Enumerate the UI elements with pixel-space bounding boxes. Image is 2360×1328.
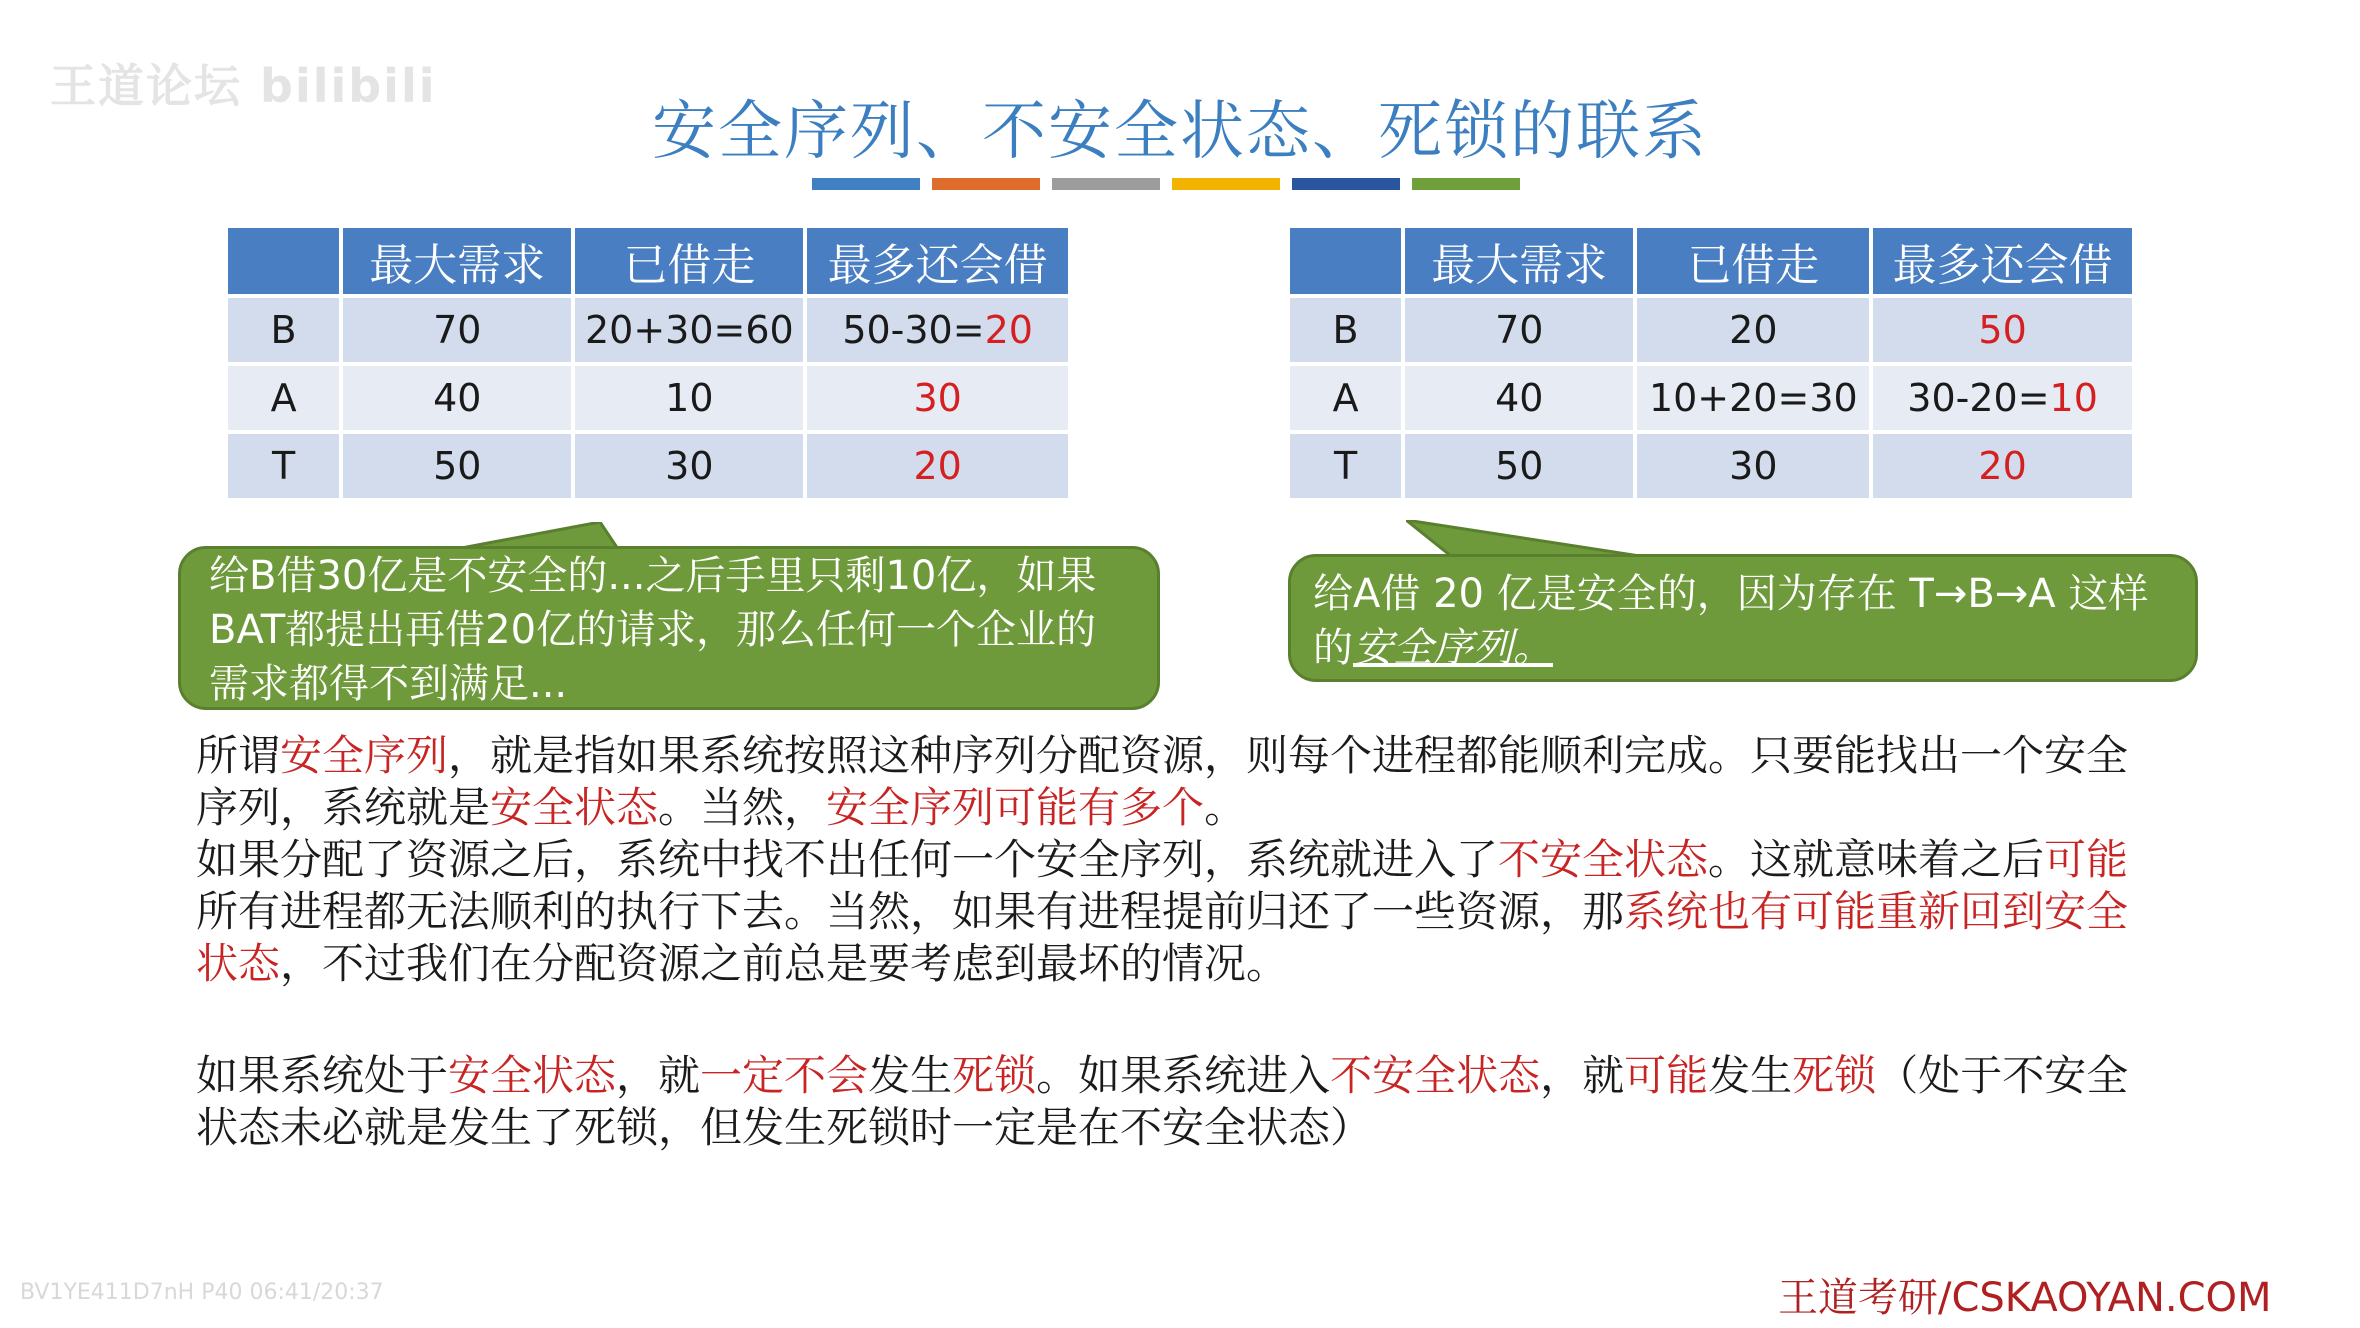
paragraph-deadlock bbox=[196, 1050, 2166, 1154]
color-bar-segment bbox=[1292, 178, 1400, 190]
borrowed: 10 bbox=[573, 364, 805, 432]
table-row bbox=[1288, 296, 2134, 364]
max-demand: 50 bbox=[341, 432, 573, 500]
header-cell: 已借走 bbox=[1635, 226, 1871, 296]
color-bar-segment bbox=[932, 178, 1040, 190]
process-name: T bbox=[226, 432, 341, 500]
highlight: 死锁 bbox=[952, 1051, 1037, 1100]
highlight: 不安全状态 bbox=[1330, 1051, 1541, 1100]
highlight: 可能 bbox=[1624, 1051, 1709, 1100]
bubble-right-text: 给A借 20 亿是安全的，因为存在 T→B→A 这样的 bbox=[1313, 571, 2149, 671]
process-name: A bbox=[1288, 364, 1403, 432]
more-need bbox=[1871, 432, 2134, 500]
highlight: 安全序列 bbox=[280, 731, 449, 780]
color-bar-segment bbox=[1412, 178, 1520, 190]
table-left bbox=[224, 224, 1072, 502]
text: 所谓 bbox=[196, 731, 281, 780]
color-bar-segment bbox=[1052, 178, 1160, 190]
text: （处于不安全状态未必就是发生了死锁，但发生死锁时一定是在不安全状态） bbox=[196, 1051, 2129, 1152]
table-row bbox=[1288, 364, 2134, 432]
more-need-formula: 50-30= bbox=[842, 308, 985, 352]
text: 发生 bbox=[868, 1051, 953, 1100]
highlight: 可能 bbox=[2044, 835, 2129, 884]
max-demand: 40 bbox=[341, 364, 573, 432]
highlight: 系统也有可能重新回到安全状态 bbox=[196, 887, 2129, 988]
more-need-formula: 30-20= bbox=[1907, 376, 2050, 420]
table-header-row bbox=[226, 226, 1070, 296]
borrowed: 20+30=60 bbox=[573, 296, 805, 364]
header-cell: 最多还会借 bbox=[1871, 226, 2134, 296]
text: 如果分配了资源之后，系统中找不出任何一个安全序列，系统就进入了 bbox=[196, 835, 1499, 884]
process-name: A bbox=[226, 364, 341, 432]
watermark: 王道论坛 bilibili bbox=[50, 59, 437, 113]
borrowed: 10+20=30 bbox=[1635, 364, 1871, 432]
max-demand: 70 bbox=[341, 296, 573, 364]
more-need-value: 10 bbox=[2049, 376, 2098, 420]
more-need bbox=[805, 296, 1070, 364]
table-row bbox=[226, 364, 1070, 432]
highlight: 不安全状态 bbox=[1498, 835, 1709, 884]
borrowed: 20 bbox=[1635, 296, 1871, 364]
bubble-left-text: 给B借30亿是不安全的...之后手里只剩10亿，如果BAT都提出再借20亿的请求，那么任何一个企业的需求都得不到满足... bbox=[209, 553, 1097, 707]
more-need-value: 30 bbox=[913, 376, 962, 420]
table-row bbox=[226, 296, 1070, 364]
more-need bbox=[805, 364, 1070, 432]
table-header-row bbox=[1288, 226, 2134, 296]
process-name: B bbox=[1288, 296, 1403, 364]
text: ，不过我们在分配资源之前总是要考虑到最坏的情况。 bbox=[280, 939, 1289, 988]
more-need bbox=[805, 432, 1070, 500]
text: 如果系统处于 bbox=[196, 1051, 449, 1100]
text: 。当然， bbox=[658, 783, 827, 832]
more-need-value: 50 bbox=[1978, 308, 2027, 352]
text: 。 bbox=[1204, 783, 1247, 832]
video-info: BV1YE411D7nH P40 06:41/20:37 bbox=[20, 1280, 384, 1305]
header-cell bbox=[1288, 226, 1403, 296]
highlight: 死锁 bbox=[1792, 1051, 1877, 1100]
highlight: 安全状态 bbox=[448, 1051, 617, 1100]
text: ，就 bbox=[616, 1051, 701, 1100]
borrowed: 30 bbox=[1635, 432, 1871, 500]
paragraph-safe-sequence bbox=[196, 730, 2166, 990]
header-cell: 最大需求 bbox=[1403, 226, 1635, 296]
more-need-value: 20 bbox=[913, 444, 962, 488]
header-cell: 最大需求 bbox=[341, 226, 573, 296]
text: 。这就意味着之后 bbox=[1708, 835, 2045, 884]
color-bar-segment bbox=[812, 178, 920, 190]
bubble-right bbox=[1288, 554, 2198, 682]
header-cell bbox=[226, 226, 341, 296]
text: 发生 bbox=[1708, 1051, 1793, 1100]
text: 所有进程都无法顺利的执行下去。当然，如果有进程提前归还了一些资源，那 bbox=[196, 887, 1625, 936]
text: ，就 bbox=[1540, 1051, 1625, 1100]
highlight: 安全序列可能有多个 bbox=[826, 783, 1205, 832]
process-name: B bbox=[226, 296, 341, 364]
bubble-left bbox=[178, 546, 1160, 710]
table-right bbox=[1286, 224, 2136, 502]
max-demand: 50 bbox=[1403, 432, 1635, 500]
header-cell: 已借走 bbox=[573, 226, 805, 296]
max-demand: 70 bbox=[1403, 296, 1635, 364]
footer-brand: 王道考研/CSKAOYAN.COM bbox=[1778, 1275, 2272, 1321]
process-name: T bbox=[1288, 432, 1403, 500]
highlight: 一定不会 bbox=[700, 1051, 869, 1100]
highlight: 安全状态 bbox=[490, 783, 659, 832]
text: 。如果系统进入 bbox=[1036, 1051, 1331, 1100]
max-demand: 40 bbox=[1403, 364, 1635, 432]
table-row bbox=[1288, 432, 2134, 500]
more-need bbox=[1871, 296, 2134, 364]
table-row bbox=[226, 432, 1070, 500]
color-bar-segment bbox=[1172, 178, 1280, 190]
bubble-right-emph: 安全序列。 bbox=[1353, 625, 1553, 671]
color-bar bbox=[812, 178, 1520, 190]
borrowed: 30 bbox=[573, 432, 805, 500]
text: ，就是指如果系统按照这种序列分配资源，则每个进程都能顺利完成。只要能找出一个安全序列，系统就是 bbox=[196, 731, 2129, 832]
more-need-value: 20 bbox=[984, 308, 1033, 352]
header-cell: 最多还会借 bbox=[805, 226, 1070, 296]
more-need-value: 20 bbox=[1978, 444, 2027, 488]
slide-title: 安全序列、不安全状态、死锁的联系 bbox=[652, 95, 1708, 169]
more-need bbox=[1871, 364, 2134, 432]
